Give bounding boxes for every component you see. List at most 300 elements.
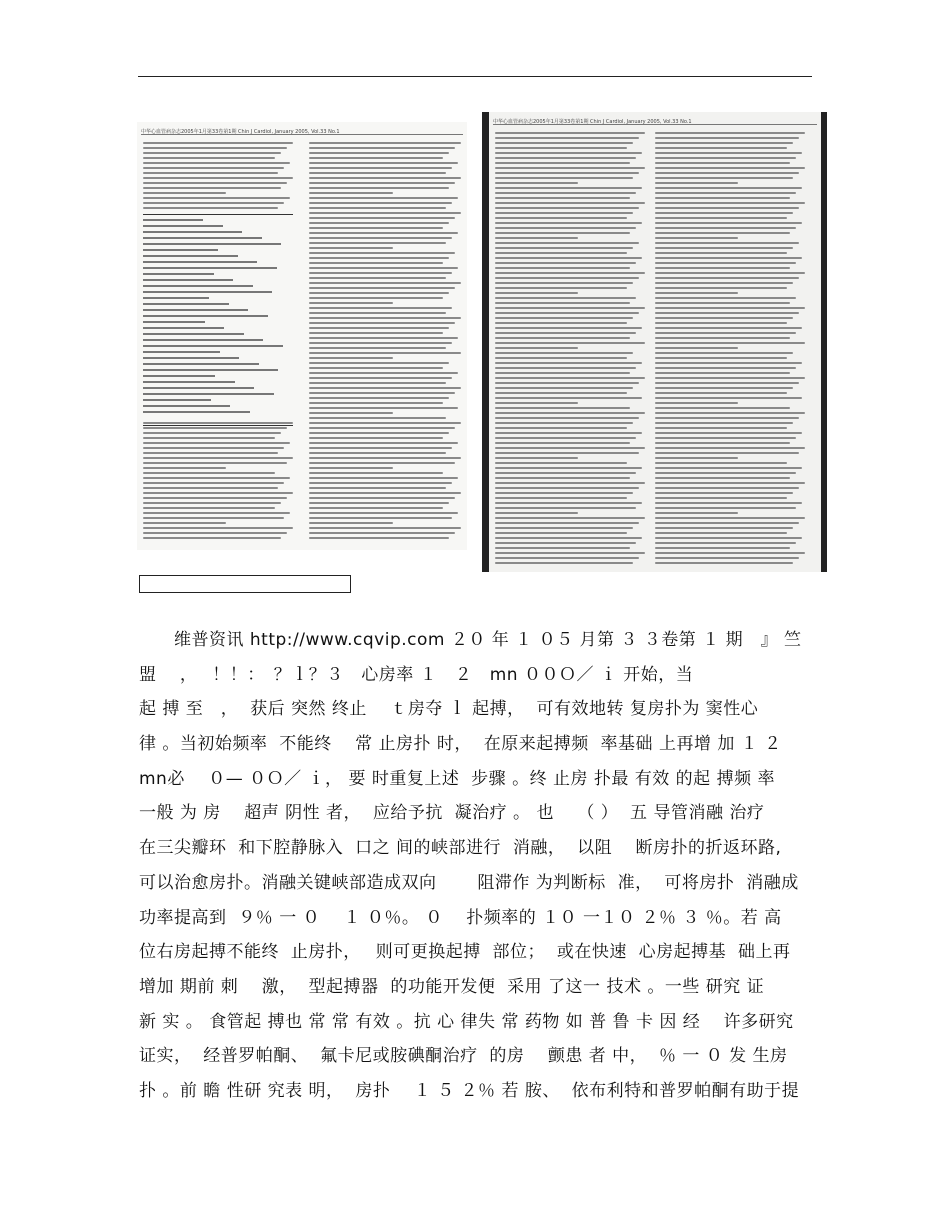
scan-table-row: [143, 303, 229, 305]
scan-text-line: [655, 557, 799, 559]
scan-text-line: [143, 437, 275, 439]
scan-text-line: [309, 302, 393, 304]
scan-text-line: [655, 472, 796, 474]
scan-text-line: [495, 237, 578, 239]
scan-text-line: [655, 332, 796, 334]
scan-text-line: [495, 537, 642, 539]
top-rule: [138, 76, 812, 77]
scan-table-row: [143, 243, 281, 245]
scan-text-line: [655, 497, 787, 499]
scan-text-line: [655, 392, 787, 394]
scan-text-line: [655, 272, 805, 274]
scan-text-line: [655, 492, 793, 494]
scan-text-line: [655, 242, 799, 244]
scan-text-line: [655, 542, 796, 544]
scan-text-line: [655, 512, 738, 514]
scan-text-line: [143, 462, 287, 464]
scan-table-row: [143, 285, 253, 287]
scan-text-line: [309, 282, 461, 284]
scan-text-line: [143, 492, 293, 494]
scan-text-line: [143, 147, 287, 149]
scan-text-line: [143, 177, 293, 179]
scan-text-line: [309, 172, 446, 174]
scan-text-line: [495, 247, 633, 249]
scan-text-line: [655, 372, 790, 374]
scan-text-line: [309, 252, 455, 254]
scan-text-line: [655, 252, 787, 254]
scan-text-line: [655, 282, 793, 284]
scan-text-line: [655, 157, 796, 159]
scan-text-line: [655, 502, 802, 504]
scan-text-line: [143, 517, 284, 519]
scanned-page-right: [482, 112, 827, 572]
scan-right-column-2: [655, 132, 805, 566]
scan-text-line: [495, 232, 630, 234]
scan-text-line: [309, 167, 452, 169]
scan-text-line: [655, 322, 787, 324]
scan-text-line: [309, 397, 449, 399]
scan-text-line: [495, 132, 645, 134]
scan-table-row: [143, 297, 209, 299]
scan-text-line: [143, 532, 287, 534]
scan-table-row: [143, 339, 263, 341]
scan-text-line: [495, 472, 636, 474]
scan-table-row: [143, 375, 215, 377]
scan-text-line: [495, 392, 627, 394]
scan-text-line: [309, 387, 461, 389]
scan-text-line: [143, 502, 281, 504]
scan-text-line: [495, 452, 639, 454]
scan-text-line: [495, 417, 639, 419]
scan-text-line: [495, 437, 636, 439]
scan-left-inner: [137, 122, 467, 550]
scan-text-line: [143, 182, 287, 184]
scan-text-line: [143, 497, 287, 499]
scan-text-line: [309, 382, 446, 384]
scan-text-line: [309, 512, 458, 514]
scan-text-line: [655, 442, 790, 444]
scan-left-header: 中华心血管病杂志2005年1月第33卷第1期 Chin J Cardiol, January 2005, Vol.33 No.1: [141, 128, 463, 135]
scan-text-line: [655, 267, 790, 269]
scan-text-line: [309, 522, 393, 524]
scan-text-line: [309, 362, 449, 364]
scan-text-line: [495, 142, 633, 144]
scan-text-line: [655, 167, 805, 169]
scan-text-line: [143, 472, 275, 474]
scan-table-row: [143, 327, 224, 329]
scan-text-line: [143, 167, 284, 169]
scan-text-line: [495, 562, 633, 564]
scan-text-line: [495, 277, 639, 279]
scan-right-inner: [489, 112, 821, 572]
scan-text-line: [495, 427, 627, 429]
scan-text-line: [495, 172, 639, 174]
scan-text-line: [495, 517, 645, 519]
body-text-line: 起 搏 至 ， 获后 突然 终止 ｔ房夺 ｌ 起搏， 可有效地转 复房扑为 窦性心: [139, 699, 759, 720]
scan-text-line: [309, 312, 446, 314]
scan-text-line: [309, 377, 452, 379]
scan-text-line: [495, 242, 639, 244]
scan-text-line: [655, 362, 802, 364]
scan-text-line: [143, 467, 226, 469]
scan-text-line: [655, 447, 805, 449]
scan-text-line: [495, 362, 642, 364]
scan-text-line: [495, 487, 639, 489]
scan-table-row: [143, 351, 220, 353]
scan-table-row: [143, 291, 272, 293]
scan-text-line: [309, 462, 455, 464]
scan-text-line: [655, 262, 796, 264]
scan-text-line: [143, 527, 293, 529]
scan-text-line: [655, 327, 802, 329]
scan-table-row: [143, 363, 259, 365]
scan-text-line: [655, 162, 790, 164]
scan-text-line: [655, 227, 796, 229]
scan-text-line: [495, 397, 642, 399]
body-text-line: 一般 为 房 超声 阴性 者， 应给予抗 凝治疗 。 也 （ ） 五 导管消融 治疗: [139, 803, 765, 824]
scan-text-line: [309, 232, 458, 234]
scan-text-line: [655, 507, 796, 509]
scan-left-table: [143, 214, 293, 426]
scan-text-line: [655, 197, 790, 199]
scan-text-line: [655, 337, 790, 339]
scan-text-line: [495, 372, 630, 374]
scan-text-line: [495, 497, 627, 499]
scan-text-line: [309, 537, 449, 539]
scan-text-line: [495, 457, 578, 459]
scan-text-line: [309, 502, 449, 504]
scan-text-line: [495, 512, 578, 514]
scan-text-line: [309, 162, 458, 164]
scan-text-line: [495, 522, 639, 524]
scan-text-line: [495, 482, 645, 484]
scan-text-line: [655, 482, 805, 484]
scan-text-line: [495, 357, 627, 359]
scan-text-line: [655, 217, 787, 219]
scan-text-line: [655, 412, 805, 414]
scan-text-line: [143, 202, 284, 204]
scan-text-line: [309, 247, 393, 249]
scan-text-line: [143, 452, 278, 454]
scan-text-line: [655, 207, 799, 209]
scan-text-line: [655, 137, 799, 139]
scan-table-row: [143, 333, 244, 335]
scan-text-line: [309, 497, 455, 499]
scan-text-line: [655, 187, 802, 189]
scan-text-line: [143, 207, 278, 209]
scan-text-line: [495, 272, 645, 274]
scan-text-line: [495, 402, 578, 404]
scan-text-line: [495, 352, 633, 354]
scan-text-line: [655, 427, 787, 429]
scan-text-line: [655, 152, 802, 154]
scan-text-line: [655, 142, 793, 144]
scan-text-line: [655, 237, 738, 239]
scan-table-row: [143, 267, 277, 269]
scan-text-line: [309, 187, 449, 189]
scan-text-line: [495, 297, 636, 299]
scan-text-line: [309, 242, 446, 244]
scan-text-line: [143, 427, 287, 429]
scan-text-line: [495, 347, 578, 349]
scan-text-line: [309, 307, 452, 309]
body-text-line: 在三尖瓣环 和下腔静脉入 口之 间的峡部进行 消融， 以阻 断房扑的折返环路,: [139, 838, 782, 859]
scan-text-line: [309, 487, 446, 489]
body-text: [139, 623, 819, 1109]
scan-text-line: [143, 477, 290, 479]
scan-text-line: [495, 432, 642, 434]
scan-text-line: [143, 447, 284, 449]
scan-table-row: [143, 321, 205, 323]
scan-text-line: [309, 192, 393, 194]
scan-text-line: [655, 397, 802, 399]
scan-text-line: [655, 172, 799, 174]
scan-table-row: [143, 315, 268, 317]
scan-text-line: [495, 292, 578, 294]
scan-text-line: [495, 467, 642, 469]
body-text-line: 盟 ， ！！： ？ｌ？３ 心房率 １ ２ mn ００Ｏ／ ｉ 开始，当: [139, 664, 694, 685]
scan-text-line: [309, 147, 455, 149]
body-text-line: 位右房起搏不能终 止房扑， 则可更换起搏 部位； 或在快速 心房起搏基 础上再: [139, 942, 791, 963]
scan-table-row: [143, 381, 235, 383]
scan-text-line: [495, 502, 642, 504]
scan-text-line: [309, 267, 458, 269]
scan-text-line: [309, 322, 455, 324]
body-text-line: 证实， 经普罗帕酮、 氟卡尼或胺碘酮治疗 的房 颤患 者 中， ％ 一 ０ 发 生房: [139, 1046, 788, 1067]
scan-table-row: [143, 261, 257, 263]
scan-text-line: [655, 247, 793, 249]
scan-text-line: [495, 332, 636, 334]
scan-right-column-1: [495, 132, 645, 566]
scan-text-line: [309, 427, 455, 429]
scan-text-line: [495, 462, 627, 464]
scan-text-line: [309, 327, 449, 329]
body-text-line: 增加 期前 刺 激， 型起搏器 的功能开发便 采用 了这一 技术 。一些 研究 证: [139, 976, 765, 997]
scan-text-line: [655, 452, 799, 454]
scan-text-line: [655, 532, 787, 534]
scan-text-line: [655, 287, 787, 289]
scan-text-line: [655, 347, 738, 349]
scan-text-line: [495, 367, 636, 369]
scan-text-line: [309, 157, 443, 159]
scan-text-line: [655, 417, 799, 419]
scan-text-line: [495, 422, 633, 424]
scan-text-line: [143, 157, 275, 159]
scan-text-line: [143, 442, 290, 444]
scan-text-line: [495, 212, 633, 214]
scan-text-line: [655, 407, 790, 409]
scan-text-line: [495, 377, 645, 379]
scan-text-line: [495, 182, 578, 184]
scan-text-line: [655, 437, 796, 439]
scan-text-line: [309, 412, 393, 414]
scan-text-line: [655, 377, 805, 379]
scan-text-line: [495, 412, 645, 414]
scan-text-line: [309, 532, 455, 534]
scan-text-line: [309, 202, 452, 204]
body-text-line: 律 。当初始频率 不能终 常 止房扑 时， 在原来起搏频 率基础 上再增 加 １ ２: [139, 734, 782, 755]
scan-text-line: [309, 257, 449, 259]
scan-text-line: [309, 287, 455, 289]
scan-table-row: [143, 369, 278, 371]
scan-table-row: [143, 309, 248, 311]
scan-text-line: [309, 407, 458, 409]
scan-text-line: [309, 447, 452, 449]
scan-text-line: [495, 542, 636, 544]
scan-text-line: [143, 187, 281, 189]
scan-text-line: [655, 302, 790, 304]
scan-text-line: [309, 442, 458, 444]
scan-text-line: [495, 227, 636, 229]
scan-text-line: [143, 197, 290, 199]
scan-text-line: [655, 192, 796, 194]
scan-text-line: [309, 152, 449, 154]
scan-text-line: [309, 467, 393, 469]
scan-text-line: [309, 367, 443, 369]
scan-text-line: [655, 487, 799, 489]
scan-text-line: [143, 512, 290, 514]
scan-text-line: [495, 312, 639, 314]
scan-text-line: [655, 432, 802, 434]
scan-text-line: [655, 132, 805, 134]
scan-text-line: [309, 207, 446, 209]
scan-text-line: [655, 297, 796, 299]
scan-text-line: [655, 367, 796, 369]
scan-text-line: [495, 267, 630, 269]
scan-text-line: [655, 422, 793, 424]
scan-text-line: [495, 257, 642, 259]
scan-text-line: [309, 237, 452, 239]
scan-text-line: [309, 212, 461, 214]
scan-text-line: [655, 277, 799, 279]
scan-text-line: [309, 332, 443, 334]
scan-text-line: [309, 437, 443, 439]
scan-text-line: [655, 177, 793, 179]
scan-text-line: [655, 562, 793, 564]
scan-text-line: [309, 527, 461, 529]
scan-text-line: [143, 432, 281, 434]
scan-left-column-2: [309, 142, 461, 544]
scan-table-row: [143, 255, 238, 257]
scan-text-line: [495, 177, 633, 179]
scan-table-row: [143, 345, 283, 347]
scan-text-line: [143, 487, 278, 489]
scan-text-line: [495, 527, 633, 529]
scan-text-line: [495, 287, 627, 289]
scan-text-line: [655, 307, 805, 309]
scan-text-line: [495, 387, 633, 389]
body-text-line: 可以治愈房扑。消融关键峡部造成双向 阻滞作 为判断标 准， 可将房扑 消融成: [139, 872, 799, 893]
scan-table-row: [143, 357, 239, 359]
scan-text-line: [309, 402, 443, 404]
scan-text-line: [495, 532, 627, 534]
scan-text-line: [309, 482, 452, 484]
scan-text-line: [495, 442, 630, 444]
scan-text-line: [495, 152, 642, 154]
scan-text-line: [143, 482, 284, 484]
scan-text-line: [309, 452, 446, 454]
scan-text-line: [655, 517, 805, 519]
scan-text-line: [309, 182, 455, 184]
scan-text-line: [495, 197, 630, 199]
scan-text-line: [309, 292, 449, 294]
scan-text-line: [655, 292, 738, 294]
scan-table-row: [143, 219, 203, 221]
body-text-line: 功率提高到 ９％ 一 ０ １ ０％。 ０ 扑频率的 １０ 一１０ ２％ ３ ％。若 高: [139, 907, 782, 928]
scan-text-line: [655, 212, 793, 214]
scan-text-line: [309, 392, 455, 394]
scan-right-header: 中华心血管病杂志2005年1月第33卷第1期 Chin J Cardiol, January 2005, Vol.33 No.1: [493, 118, 817, 125]
scan-text-line: [495, 222, 642, 224]
scan-text-line: [309, 342, 452, 344]
scan-table-row: [143, 279, 233, 281]
scan-text-line: [655, 232, 790, 234]
scan-text-line: [309, 277, 446, 279]
scan-text-line: [495, 162, 630, 164]
scan-text-line: [309, 317, 461, 319]
scan-text-line: [655, 352, 793, 354]
scan-text-line: [655, 402, 738, 404]
scan-text-line: [655, 467, 802, 469]
scan-text-line: [495, 147, 627, 149]
scan-text-line: [495, 477, 630, 479]
scan-text-line: [495, 382, 639, 384]
scan-text-line: [655, 527, 793, 529]
scan-text-line: [655, 547, 790, 549]
scan-text-line: [495, 342, 645, 344]
scan-text-line: [309, 347, 446, 349]
scan-text-line: [309, 272, 452, 274]
scan-text-line: [143, 507, 275, 509]
scan-text-line: [495, 552, 645, 554]
scan-table-row: [143, 387, 254, 389]
body-text-line: 扑 。前 瞻 性研 究表 明， 房扑 １ ５ ２％ 若 胺、 依布利特和普罗帕酮有助于提: [139, 1080, 800, 1101]
scan-text-line: [309, 477, 458, 479]
scan-text-line: [309, 357, 393, 359]
scan-text-line: [143, 162, 290, 164]
scan-text-line: [495, 202, 645, 204]
scan-text-line: [309, 297, 443, 299]
scan-text-line: [309, 222, 449, 224]
scan-text-line: [495, 252, 627, 254]
scan-text-line: [309, 517, 452, 519]
scan-text-line: [143, 192, 226, 194]
scan-text-line: [655, 457, 738, 459]
scan-text-line: [655, 312, 799, 314]
scan-text-line: [655, 357, 787, 359]
scan-text-line: [495, 207, 639, 209]
image-caption-box: [139, 575, 351, 593]
scan-text-line: [655, 317, 793, 319]
scan-text-line: [495, 262, 636, 264]
body-text-line: 维普资讯 http://www.cqvip.com ２０ 年 １ ０５ 月第 ３ ３卷第 １ 期 』 竺: [139, 630, 802, 650]
scan-table-row: [143, 225, 223, 227]
scan-text-line: [655, 222, 802, 224]
scan-text-line: [655, 477, 790, 479]
scan-text-line: [495, 492, 633, 494]
scan-text-line: [309, 492, 461, 494]
scan-text-line: [309, 337, 458, 339]
scan-text-line: [495, 407, 630, 409]
scan-text-line: [495, 327, 642, 329]
scan-text-line: [309, 472, 443, 474]
scan-text-line: [309, 352, 461, 354]
body-text-line: mn必 ０— ０Ｏ／ ｉ， 要 时重复上述 步骤 。终 止房 扑最 有效 的起 搏频 率: [139, 768, 775, 789]
scan-text-line: [655, 342, 805, 344]
scan-text-line: [143, 537, 281, 539]
scan-text-line: [309, 142, 461, 144]
scan-text-line: [655, 182, 738, 184]
